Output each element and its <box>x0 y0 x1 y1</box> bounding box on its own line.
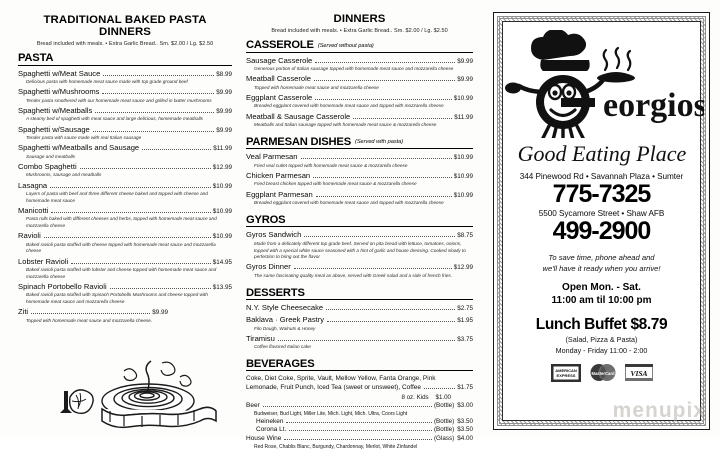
tagline-script <box>502 136 702 170</box>
menu-item[interactable] <box>18 282 232 306</box>
phone-number-2[interactable]: 499-2900 <box>552 217 651 245</box>
item-price: $2.75 <box>457 305 473 313</box>
beverage-price: $1.75 <box>457 383 473 391</box>
kids-drink-row <box>246 393 473 402</box>
item-name: Spaghetti w/Meatballs <box>18 105 93 115</box>
item-price: $10.99 <box>453 191 473 199</box>
ad-content <box>502 21 704 421</box>
leader-dots <box>95 111 214 113</box>
lunch-buffet-title: Lunch Buffet $8.79 <box>535 316 668 333</box>
svg-text:MasterCard: MasterCard <box>590 371 615 377</box>
item-description: Filo Dough, Walnuts & Honey <box>254 325 316 331</box>
menu-item[interactable] <box>18 181 232 205</box>
svg-text:EXPRESS: EXPRESS <box>556 372 575 378</box>
beverage-price: $3.50 <box>457 417 473 425</box>
call-ahead-note <box>543 252 661 274</box>
item-price: $1.95 <box>457 317 473 325</box>
chef-mascot-icon <box>499 30 704 138</box>
item-name: Spinach Portobello Ravioli <box>18 281 107 291</box>
beverage-name: Heineken <box>256 417 284 425</box>
leader-dots <box>80 167 211 169</box>
menu-item[interactable] <box>246 190 473 207</box>
item-description: Baked ravioli pasta stuffed with lobster and cheese topped with homemade meat sauce and mozzarella cheese <box>26 267 217 279</box>
leader-dots <box>142 148 211 150</box>
item-name: Veal Parmesan <box>246 152 298 162</box>
left-column <box>0 0 238 437</box>
accepted-cards <box>551 363 653 382</box>
beverage-unit: (Bottle) <box>433 426 455 434</box>
leader-dots <box>313 176 452 178</box>
item-price: $12.99 <box>453 264 473 272</box>
item-name: Spaghetti w/Meat Sauce <box>18 68 101 78</box>
casserole-item-list <box>246 56 473 129</box>
section-heading-desserts <box>246 287 473 301</box>
menu-item[interactable] <box>18 69 232 86</box>
item-price: $11.99 <box>213 145 232 153</box>
menu-item[interactable] <box>246 112 473 129</box>
item-price: $9.99 <box>216 107 232 115</box>
leader-dots <box>314 79 455 81</box>
item-name: Chicken Parmesan <box>246 170 311 180</box>
item-name: Sausage Casserole <box>246 55 313 65</box>
beverage-price: $3.00 <box>457 401 473 409</box>
item-description: Baked ravioli pasta stuffed with Spinach Portobello Mushrooms and cheese topped with homemade meat sauce and mozzarella cheese <box>26 292 208 305</box>
section-heading-parmesan-label: PARMESAN DISHES <box>246 135 351 148</box>
gyros-item-list <box>246 230 473 279</box>
section-heading-gyros <box>246 214 473 228</box>
menu-item[interactable] <box>246 315 473 332</box>
menu-item[interactable] <box>246 303 473 314</box>
item-price: $14.95 <box>212 258 232 266</box>
item-name: Tiramisu <box>246 333 275 343</box>
parmesan-item-list <box>246 152 473 207</box>
leader-dots <box>286 421 431 423</box>
section-heading-parmesan-sub: (Served with pasta) <box>354 139 404 146</box>
item-description: Breaded eggplant covered with homemade meat sauce and topped with mozzarella cheese <box>254 103 444 109</box>
beverage-row[interactable] <box>246 384 473 393</box>
item-price: $9.99 <box>152 309 168 317</box>
section-heading-gyros-label: GYROS <box>246 213 286 226</box>
item-price: $10.99 <box>212 233 232 241</box>
address-line-1: 344 Pinewood Rd • Savannah Plaza • Sumter <box>519 172 684 181</box>
georgios-logo <box>499 30 704 138</box>
beverage-name: House Wine <box>246 435 282 443</box>
lunch-buffet-includes: (Salad, Pizza & Pasta) <box>565 335 638 344</box>
leader-dots <box>353 117 452 119</box>
leader-dots <box>301 157 452 159</box>
item-description: Layers of pasta with beef and three different cheese baked and topped with cheese and homemade meat sauce <box>26 191 208 203</box>
menu-item[interactable] <box>18 162 232 179</box>
item-description: Topped with homemade meat sauce and mozzarella cheese <box>254 84 379 90</box>
item-name: Ziti <box>18 307 29 317</box>
section-heading-desserts-label: DESSERTS <box>246 286 305 299</box>
svg-text:AMERICAN: AMERICAN <box>554 367 577 373</box>
item-name: Eggplant Parmesan <box>246 189 313 199</box>
item-price: $12.99 <box>212 163 232 171</box>
leader-dots <box>93 130 214 132</box>
menu-item[interactable] <box>246 74 473 91</box>
leader-dots <box>263 405 432 407</box>
menu-item[interactable] <box>246 334 473 351</box>
item-description: Tender pasta with sauce made with real Italian sausage <box>26 135 142 141</box>
hours-block <box>551 281 651 307</box>
beverage-row[interactable] <box>246 402 473 411</box>
leader-dots <box>71 262 211 264</box>
section-heading-beverages-label: BEVERAGES <box>246 357 315 370</box>
item-price: $13.95 <box>212 283 232 291</box>
pasta-plate-illustration <box>52 357 244 435</box>
item-price: $10.99 <box>453 172 473 180</box>
ad-frame-outer <box>493 12 710 430</box>
item-description: Fried breast chicken topped with homemade meat sauce & mozzarella cheese <box>254 181 417 187</box>
menu-item[interactable] <box>18 206 232 230</box>
leader-dots <box>315 61 455 63</box>
beverage-name: Beer <box>246 401 260 409</box>
visa-icon <box>625 364 653 381</box>
kids-drink-price: $1.00 <box>435 393 451 401</box>
item-description: A steamy bed of spaghetti with meat sauce and large delicious, homemade meatballs <box>26 116 204 122</box>
beverage-name: Corona Lt. <box>256 426 287 434</box>
item-price: $10.99 <box>453 154 473 162</box>
menu-item[interactable] <box>18 231 232 255</box>
item-name: Spaghetti w/Meatballs and Sausage <box>18 143 140 153</box>
leader-dots <box>31 312 150 314</box>
item-price: $10.99 <box>212 207 232 215</box>
kids-drink-label: 8 oz. Kids <box>401 393 429 401</box>
middle-column <box>238 0 481 451</box>
item-price: $10.99 <box>212 182 232 190</box>
leader-dots <box>50 186 211 188</box>
item-description: Baked ravioli pasta stuffed with cheese topped with homemade meat sauce and mozzarella cheese <box>26 241 216 254</box>
item-name: Meatball Casserole <box>246 74 311 84</box>
left-bread-note: Bread included with meals. • Extra Garlic Bread.. Sm. $2.00 / Lg. $2.50 <box>36 41 214 47</box>
menu-item[interactable] <box>18 106 232 123</box>
menu-item[interactable] <box>246 152 473 169</box>
beverage-price: $4.00 <box>457 435 473 443</box>
leader-dots <box>304 235 455 237</box>
menu-item[interactable] <box>18 143 232 160</box>
beer-brand-list: Budweiser, Bud Light, Miller Lite, Mich. Light, Mich. Ultra, Coors Light <box>254 410 408 417</box>
section-heading-casserole-sub: (Served without pasta) <box>317 42 374 49</box>
beverage-price: $3.50 <box>457 426 473 434</box>
item-name: Combo Spaghetti <box>18 161 77 171</box>
item-price: $8.99 <box>216 70 232 78</box>
item-price: $9.99 <box>457 76 473 84</box>
watermark: menupix <box>612 399 706 422</box>
item-price: $9.99 <box>457 57 473 65</box>
beverage-unit: (Bottle) <box>433 417 455 425</box>
menu-item[interactable] <box>18 307 232 324</box>
item-name: Gyros Dinner <box>246 262 291 272</box>
section-heading-casserole <box>246 39 473 53</box>
item-description: Sausage and meatballs <box>26 153 75 159</box>
leader-dots <box>278 339 455 341</box>
menu-item[interactable] <box>246 230 473 261</box>
brand-wordmark: eorgios <box>603 87 704 124</box>
item-name: Manicotti <box>18 205 49 215</box>
phone-number-1[interactable]: 775-7325 <box>552 180 651 208</box>
item-name: Spaghetti w/Sausage <box>18 124 90 134</box>
leader-dots <box>284 438 432 440</box>
leader-dots <box>327 320 455 322</box>
item-name: Meatball & Sausage Casserole <box>246 111 351 121</box>
soda-flavors-line: Coke, Diet Coke, Sprite, Vault, Mellow Yellow, Fanta Orange, Pink <box>246 375 436 383</box>
mastercard-icon <box>587 363 619 382</box>
item-price: $9.99 <box>216 126 232 134</box>
leader-dots <box>110 287 211 289</box>
menu-item[interactable] <box>18 87 232 104</box>
menu-item[interactable] <box>246 93 473 110</box>
item-name: Ravioli <box>18 231 41 241</box>
pasta-item-list <box>18 69 232 325</box>
leader-dots <box>294 267 452 269</box>
lunch-buffet-hours: Monday - Friday 11:00 - 2:00 <box>555 346 648 356</box>
item-description: Breaded eggplant covered with homemade meat sauce and topped with mozzarella cheese <box>254 200 444 206</box>
tagline-text: Good Eating Place <box>517 141 686 166</box>
item-price: $10.99 <box>453 94 473 102</box>
leader-dots <box>424 387 455 389</box>
leader-dots <box>44 236 211 238</box>
middle-bread-note: Bread included with meals. • Extra Garlic Bread.. Sm. $2.00 / Lg. $2.50 <box>271 28 448 34</box>
address-line-2: 5500 Sycamore Street • Shaw AFB <box>538 209 665 218</box>
hours-days: Open Mon. - Sat. <box>562 282 641 293</box>
leader-dots <box>326 308 455 310</box>
section-heading-casserole-label: CASSEROLE <box>246 39 314 51</box>
ad-frame-decorative-border <box>497 16 706 426</box>
leader-dots <box>315 98 451 100</box>
menu-item[interactable] <box>18 125 232 142</box>
leader-dots <box>316 195 452 197</box>
item-description: Generous portion of Italian sausage topped with homemade meat sauce and mozzarella cheese <box>254 66 454 72</box>
beverage-unit: (Bottle) <box>433 401 455 409</box>
item-description: Mushrooms, sausage and meatballs <box>26 172 102 178</box>
menu-item[interactable] <box>246 262 473 279</box>
item-description: Topped with homemade meat sauce and mozzarella cheese. <box>26 317 153 323</box>
leader-dots <box>103 74 214 76</box>
hours-times: 11:00 am til 10:00 pm <box>551 295 652 306</box>
section-heading-pasta <box>18 52 232 66</box>
beverage-row[interactable] <box>246 426 473 435</box>
item-name: Lasagna <box>18 180 48 190</box>
item-price: $8.75 <box>457 232 473 240</box>
call-ahead-note-line2: we'll have it ready when you arrive! <box>542 264 661 273</box>
item-price: $9.99 <box>216 89 232 97</box>
middle-column-title: DINNERS <box>333 13 386 25</box>
menu-item[interactable] <box>246 56 473 73</box>
leader-dots <box>289 429 432 431</box>
item-description: Fried veal cutlet topped with homemade meat sauce & mozzarella cheese <box>254 162 408 168</box>
item-description: The same fascinating quality meal as above, served with Greek salad and a side of french fries. <box>254 272 453 278</box>
american-express-icon <box>551 364 581 382</box>
item-description: Coffee flavored Italian cake <box>254 344 311 350</box>
item-description: Pasta rolls baked with different cheeses and herbs, topped with homemade meat sauce and mozzarella cheese <box>26 216 217 229</box>
item-description: Made from a delicately different top grade beef. Served on pita bread with lettuce, tomatoes, onions, topped with a special white sauce seasoned with a hint of garlic and house dressing. Cooked slowly to perfection to bring out the flavor <box>254 240 466 260</box>
item-description: Delicious pasta with homemade meat sauce made with top grade ground beef <box>26 79 188 85</box>
svg-text:VISA: VISA <box>629 369 648 379</box>
leader-dots <box>102 92 214 94</box>
section-heading-beverages <box>246 358 473 372</box>
beverages-list <box>246 374 473 451</box>
beverage-unit: (Glass) <box>433 435 455 443</box>
beverage-row[interactable] <box>246 418 473 427</box>
beverage-name: Lemonade, Fruit Punch, Iced Tea (sweet or unsweet), Coffee <box>246 383 421 391</box>
item-description: Meatballs and Italian sausage topped with homemade meat sauce & mozzarella cheese <box>254 122 437 128</box>
item-name: Gyros Sandwich <box>246 230 302 240</box>
item-name: Lobster Ravioli <box>18 256 69 266</box>
item-name: Eggplant Casserole <box>246 92 313 102</box>
item-price: $3.75 <box>457 335 473 343</box>
section-heading-pasta-label: PASTA <box>18 52 54 64</box>
call-ahead-note-line1: To save time, phone ahead and <box>548 253 655 262</box>
desserts-item-list <box>246 303 473 351</box>
item-name: Baklava · Greek Pastry <box>246 315 325 325</box>
section-heading-parmesan <box>246 136 473 150</box>
item-name: Spaghetti w/Mushrooms <box>18 87 100 97</box>
menu-item[interactable] <box>246 171 473 188</box>
leader-dots <box>51 211 210 213</box>
item-price: $11.99 <box>454 113 473 121</box>
wine-varietal-list: Red Rose, Chablis Blanc, Burgundy, Chardonnay, Merlot, White Zinfandel <box>254 444 418 451</box>
item-name: N.Y. Style Cheesecake <box>246 303 324 313</box>
item-description: Tender pasta smothered with our homemade meat sauce and grilled in butter mushrooms <box>26 97 212 103</box>
left-column-title: TRADITIONAL BAKED PASTA DINNERS <box>43 14 207 38</box>
right-ad-column <box>481 0 720 437</box>
menu-item[interactable] <box>18 257 232 281</box>
